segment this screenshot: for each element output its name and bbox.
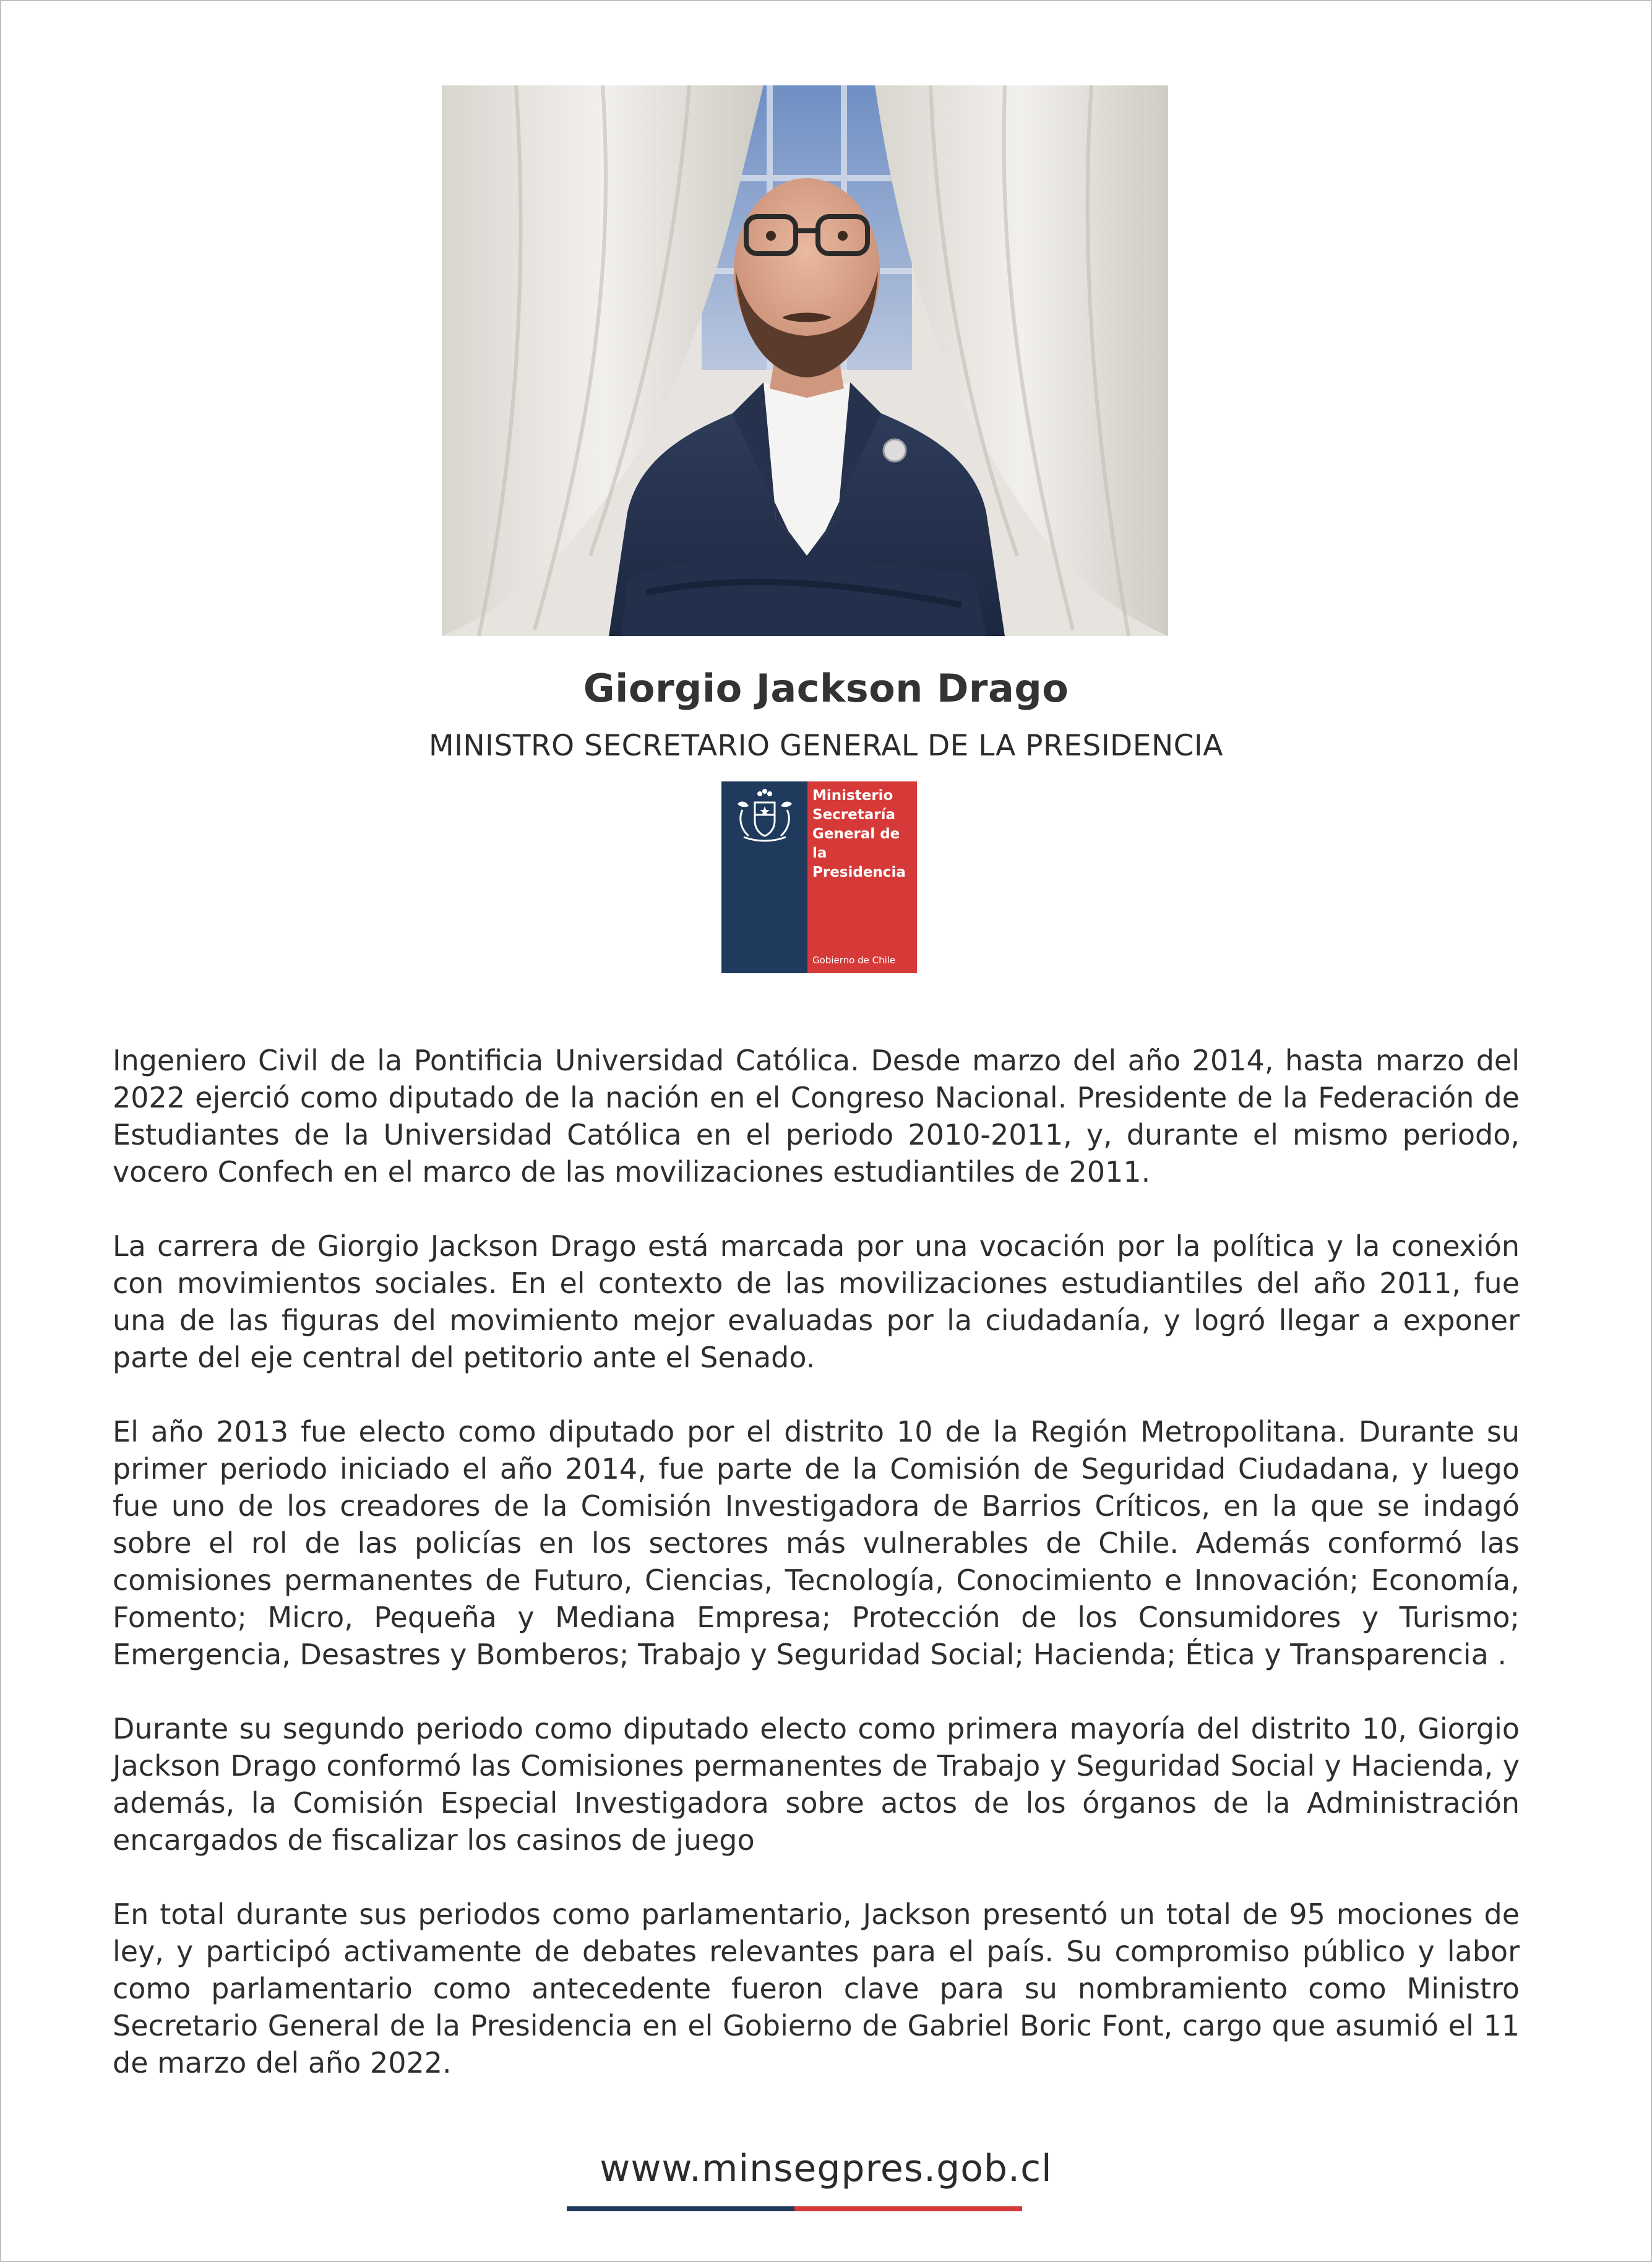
coat-of-arms-icon (730, 785, 799, 845)
logo-red-band (807, 781, 917, 973)
website-link[interactable]: www.minsegpres.gob.cl (600, 2147, 1052, 2190)
biography (113, 1042, 1520, 2118)
person-role: MINISTRO SECRETARIO GENERAL DE LA PRESIDENCIA (429, 729, 1223, 763)
url-underline (567, 2206, 1022, 2211)
portrait-photo (442, 85, 1168, 636)
logo-footer: Gobierno de Chile (812, 955, 896, 966)
ministry-logo (721, 781, 917, 973)
bio-paragraph-5: En total durante sus periodos como parlamentario, Jackson presentó un total de 95 mociones de ley, y participó activamente de debates relevantes para el país. Su compromiso público y labor como parlamentario como antecedente fueron clave para su nombramiento como Ministro Secretario General de la Presidencia en el Gobierno de Gabriel Boric Font, cargo que asumió el 11 de marzo del año 2022. (113, 1898, 1520, 2079)
logo-blue-band (721, 781, 807, 973)
bio-paragraph-3: El año 2013 fue electo como diputado por el distrito 10 de la Región Metropolitana. Durante su primer periodo iniciado el año 2014, fue parte de la Comisión de Seguridad Ciudadana, y luego fue uno de los creadores de la Comisión Investigadora de Barrios Críticos, en la que se indagó sobre el rol de las policías en los sectores más vulnerables de Chile. Además conformó las comisiones permanentes de Futuro, Ciencias, Tecnología, Conocimiento e Innovación; Economía, Fomento; Micro, Pequeña y Mediana Empresa; Protección de los Consumidores y Turismo; Emergencia, Desastres y Bomberos; Trabajo y Seguridad Social; Hacienda; Ética y Transparencia . (113, 1415, 1520, 1671)
underline-red (794, 2206, 1022, 2211)
person-name: Giorgio Jackson Drago (583, 666, 1069, 711)
bio-paragraph-4: Durante su segundo periodo como diputado electo como primera mayoría del distrito 10, Giorgio Jackson Drago conformó las Comisiones permanentes de Trabajo y Seguridad Social y Hacienda, y además, la Comisión Especial Investigadora sobre actos de los órganos de la Administración encargados de fiscalizar los casinos de juego (113, 1712, 1520, 1857)
logo-title: Ministerio Secretaría General de la Presidencia (812, 788, 906, 880)
underline-blue (567, 2206, 794, 2211)
bio-paragraph-1: Ingeniero Civil de la Pontificia Universidad Católica. Desde marzo del año 2014, hasta marzo del 2022 ejerció como diputado de la nación en el Congreso Nacional. Presidente de la Federación de Estudiantes de la Universidad Católica en el periodo 2010-2011, y, durante el mismo periodo, vocero Confech en el marco de las movilizaciones estudiantiles de 2011. (113, 1044, 1520, 1189)
bio-paragraph-2: La carrera de Giorgio Jackson Drago está marcada por una vocación por la política y la conexión con movimientos sociales. En el contexto de las movilizaciones estudiantiles del año 2011, fue una de las figuras del movimiento mejor evaluadas por la ciudadanía, y logró llegar a exponer parte del eje central del petitorio ante el Senado. (113, 1229, 1520, 1374)
